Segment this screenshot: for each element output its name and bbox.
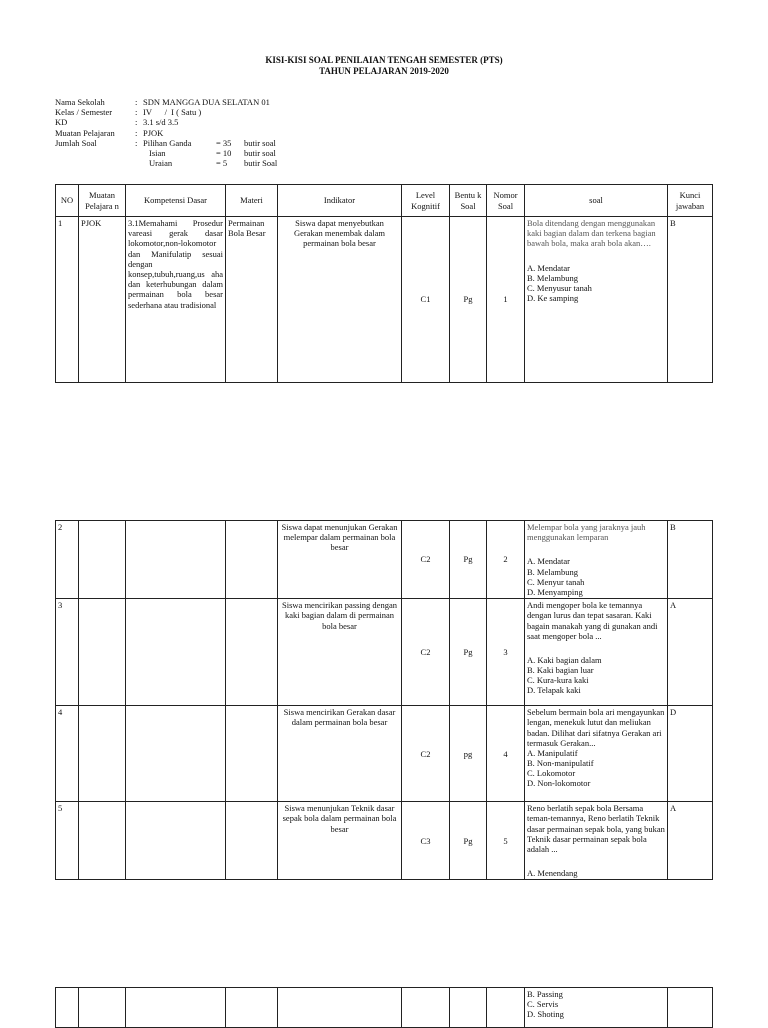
cell-indikator: Siswa dapat menyebutkan Gerakan menembak dalam permainan bola besar <box>278 217 402 383</box>
cell-muatan <box>79 802 126 880</box>
header-nomor: Nomor Soal <box>487 185 525 217</box>
option-item: D. Menyamping <box>527 586 583 597</box>
cell-indikator: Siswa dapat menunjukan Gerakan melempar dalam permainan bola besar <box>278 521 402 599</box>
cell-no: 1 <box>56 217 79 383</box>
question-text: Andi mengoper bola ke temannya dengan lurus dan tepat sasaran. Kaki bagain manakah yang di gunakan andi saat mengoper bola ... <box>527 600 658 641</box>
header-bentuk: Bentu k Soal <box>450 185 487 217</box>
cell-soal <box>525 521 668 599</box>
cell-soal <box>525 599 668 706</box>
option-list <box>527 989 665 1020</box>
identity-block <box>55 97 284 168</box>
cell-indikator: Siswa mencirikan Gerakan dasar dalam permainan bola besar <box>278 706 402 802</box>
cell-materi <box>226 599 278 706</box>
cell-no: 4 <box>56 706 79 802</box>
cell-soal <box>525 802 668 880</box>
cell-nomor: 5 <box>487 802 525 880</box>
cell-materi <box>226 706 278 802</box>
table-row <box>56 802 713 880</box>
cell-bentuk: Pg <box>450 217 487 383</box>
cell-no: 3 <box>56 599 79 706</box>
cell-materi <box>226 802 278 880</box>
cell-no: 2 <box>56 521 79 599</box>
cell-level: C2 <box>402 706 450 802</box>
option-list <box>527 655 665 696</box>
option-item: D. Non-lokomotor <box>527 778 591 789</box>
cell-level: C3 <box>402 802 450 880</box>
question-text: Bola ditendang dengan menggunakan kaki bagian dalam dan terkena bagian bawah bola, maka arah bola akan…. <box>527 218 656 249</box>
identity-count-uraian: Uraian = 5 butir Soal <box>149 158 278 169</box>
cell-nomor: 4 <box>487 706 525 802</box>
cell-bentuk: pg <box>450 706 487 802</box>
cell-materi <box>226 521 278 599</box>
identity-subject: Muatan Pelajaran : PJOK <box>55 127 164 138</box>
identity-value: SDN MANGGA DUA SELATAN 01 <box>143 97 270 107</box>
cell-muatan: PJOK <box>79 217 126 383</box>
grid-table-page2 <box>55 520 713 880</box>
option-item: C. Lokomotor <box>527 768 576 779</box>
question-text: Sebelum bermain bola ari mengayunkan lengan, menekuk lutut dan meliukan badan. Dilihat dari sifatnya Gerakan ari termasuk Gerakan... <box>527 707 665 748</box>
identity-label: Nama Sekolah <box>55 97 105 107</box>
cell-nomor: 1 <box>487 217 525 383</box>
document-title: KISI-KISI SOAL PENILAIAN TENGAH SEMESTER (PTS) <box>265 55 503 65</box>
cell-soal <box>525 988 668 1028</box>
table-row <box>56 706 713 802</box>
option-item: B. Kaki bagian luar <box>527 665 594 676</box>
identity-count: Jumlah Soal : Pilihan Ganda = 35 butir soal <box>55 137 276 148</box>
identity-label: Kelas / Semester <box>55 107 113 118</box>
identity-label: Jumlah Soal <box>55 137 97 148</box>
identity-value: IV / I ( Satu ) <box>143 107 202 118</box>
option-item: A. Menendang <box>527 868 578 879</box>
option-item: D. Shoting <box>527 1009 564 1020</box>
cell-indikator: Siswa menunjukan Teknik dasar sepak bola dalam permainan bola besar <box>278 802 402 880</box>
option-item: C. Menyusur tanah <box>527 282 592 293</box>
cell-muatan <box>79 706 126 802</box>
option-list <box>527 263 665 304</box>
header-materi: Materi <box>226 185 278 217</box>
option-item: B. Melambung <box>527 566 578 577</box>
cell-indikator: Siswa mencirikan passing dengan kaki bagian dalam di permainan bola besar <box>278 599 402 706</box>
identity-label: Muatan Pelajaran <box>55 127 115 138</box>
cell-nomor: 2 <box>487 521 525 599</box>
option-item: B. Melambung <box>527 272 578 283</box>
option-item: A. Mendatar <box>527 556 570 567</box>
header-muatan: Muatan Pelajara n <box>79 185 126 217</box>
cell-kd <box>126 521 226 599</box>
cell-kd <box>126 706 226 802</box>
identity-school: Nama Sekolah : SDN MANGGA DUA SELATAN 01 <box>55 97 270 107</box>
cell-soal <box>525 706 668 802</box>
cell-kunci: A <box>668 802 713 880</box>
cell-kunci: B <box>668 217 713 383</box>
cell-bentuk: Pg <box>450 599 487 706</box>
option-item: B. Passing <box>527 989 563 999</box>
header-no: NO <box>56 185 79 217</box>
cell-muatan <box>79 521 126 599</box>
question-text: Melempar bola yang jaraknya jauh menggunakan lemparan <box>527 522 646 543</box>
header-level: Level Kognitif <box>402 185 450 217</box>
identity-kd: KD : 3.1 s/d 3.5 <box>55 117 179 128</box>
option-item: C. Menyur tanah <box>527 576 585 587</box>
cell-kd <box>126 802 226 880</box>
cell-level: C2 <box>402 521 450 599</box>
table-row <box>56 988 713 1028</box>
header-soal: soal <box>525 185 668 217</box>
header-kd: Kompetensi Dasar <box>126 185 226 217</box>
cell-kunci: A <box>668 599 713 706</box>
table-row <box>56 521 713 599</box>
option-list <box>527 556 665 597</box>
cell-kd <box>126 599 226 706</box>
option-item: A. Manipulatif <box>527 747 578 758</box>
cell-muatan <box>79 599 126 706</box>
header-indikator: Indikator <box>278 185 402 217</box>
cell-nomor: 3 <box>487 599 525 706</box>
cell-materi: Permainan Bola Besar <box>226 217 278 383</box>
cell-kunci: D <box>668 706 713 802</box>
option-item: D. Ke samping <box>527 293 579 304</box>
identity-value: PJOK <box>143 127 164 138</box>
option-item: C. Kura-kura kaki <box>527 675 589 686</box>
table-row <box>56 217 713 383</box>
identity-value: 3.1 s/d 3.5 <box>143 117 179 128</box>
cell-bentuk: Pg <box>450 802 487 880</box>
option-item: A. Mendatar <box>527 262 570 273</box>
cell-bentuk: Pg <box>450 521 487 599</box>
option-item: D. Telapak kaki <box>527 685 581 696</box>
cell-no: 5 <box>56 802 79 880</box>
identity-class: Kelas / Semester : IV / I ( Satu ) <box>55 107 202 118</box>
header-kunci: Kunci jawaban <box>668 185 713 217</box>
option-item: B. Non-manipulatif <box>527 758 594 769</box>
cell-level: C1 <box>402 217 450 383</box>
option-list <box>527 868 665 878</box>
cell-level: C2 <box>402 599 450 706</box>
cell-kd: 3.1Memahami Prosedur vareasi gerak dasar lokomotor,non-lokomotor dan Manifulatip sesuai dengan konsep,tubuh,ruang,us aha dan keterhubungan dalam permainan bola besar sederhana atau tradisional <box>126 217 226 383</box>
option-list <box>527 748 665 789</box>
identity-count-isian: Isian = 10 butir soal <box>149 147 276 158</box>
option-item: C. Servis <box>527 999 559 1010</box>
grid-table-page1 <box>55 184 713 383</box>
table-row <box>56 599 713 706</box>
identity-label: KD <box>55 117 68 128</box>
cell-kunci: B <box>668 521 713 599</box>
grid-table-page3 <box>55 987 713 1028</box>
document-subtitle: TAHUN PELAJARAN 2019-2020 <box>319 66 449 76</box>
question-text: Reno berlatih sepak bola Bersama teman-temannya, Reno berlatih Teknik dasar permainan sepak bola, yang bukan Teknik dasar permainan sepak bola adalah ... <box>527 803 665 854</box>
table-header-row <box>56 185 713 217</box>
cell-soal <box>525 217 668 383</box>
option-item: A. Kaki bagian dalam <box>527 654 602 665</box>
